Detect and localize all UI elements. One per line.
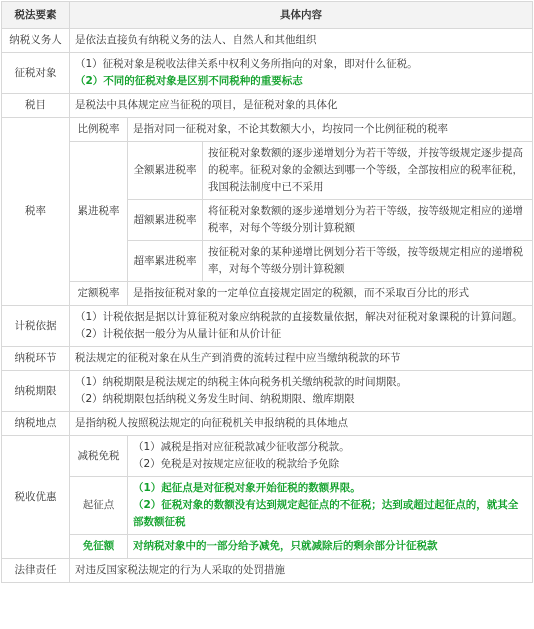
row-item (2, 94, 533, 118)
label-threshold: 起征点 (70, 477, 128, 535)
threshold-line-2: （2）征税对象的数额没有达到规定起征点的不征税；达到或超过起征点的，就其全部数额征税 (133, 499, 519, 528)
header-row (2, 2, 533, 29)
label-incentive: 税收优惠 (2, 436, 70, 559)
label-excess-rate: 超率累进税率 (128, 241, 203, 282)
row-stage (2, 347, 533, 371)
text-item: 是税法中具体规定应当征税的项目，是征税对象的具体化 (70, 94, 533, 118)
label-stage: 纳税环节 (2, 347, 70, 371)
basis-line-2: （2）计税依据一般分为从量计征和从价计征 (75, 328, 282, 340)
label-reduction: 减税免税 (70, 436, 128, 477)
row-rate-full (2, 142, 533, 200)
text-liability: 对违反国家税法规定的行为人采取的处罚措施 (70, 559, 533, 583)
label-period: 纳税期限 (2, 371, 70, 412)
text-stage: 税法规定的征税对象在从生产到消费的流转过程中应当缴纳税款的环节 (70, 347, 533, 371)
row-place (2, 412, 533, 436)
row-rate-proportional (2, 118, 533, 142)
object-line-2: （2）不同的征税对象是区别不同税种的重要标志 (75, 75, 303, 87)
label-rate: 税率 (2, 118, 70, 306)
row-period (2, 371, 533, 412)
text-taxpayer: 是依法直接负有纳税义务的法人、自然人和其他组织 (70, 29, 533, 53)
content-basis (70, 306, 533, 347)
text-fixed: 是指按征税对象的一定单位直接规定固定的税额，而不采取百分比的形式 (128, 282, 533, 306)
text-proportional: 是指对同一征税对象，不论其数额大小，均按同一个比例征税的税率 (128, 118, 533, 142)
header-col-elements: 税法要素 (2, 2, 70, 29)
content-period (70, 371, 533, 412)
row-incentive-reduction (2, 436, 533, 477)
text-exemption: 对纳税对象中的一部分给予减免，只就减除后的剩余部分计征税款 (128, 535, 533, 559)
period-line-1: （1）纳税期限是税法规定的纳税主体向税务机关缴纳税款的时间期限。 (75, 376, 408, 388)
content-reduction (128, 436, 533, 477)
text-place: 是指纳税人按照税法规定的向征税机关申报纳税的具体地点 (70, 412, 533, 436)
row-basis (2, 306, 533, 347)
content-threshold (128, 477, 533, 535)
label-liability: 法律责任 (2, 559, 70, 583)
text-excess-rate: 按征税对象的某种递增比例划分若干等级，按等级规定相应的递增税率，对每个等级分别计算税额 (203, 241, 533, 282)
content-object (70, 53, 533, 94)
label-full-progressive: 全额累进税率 (128, 142, 203, 200)
object-line-1: （1）征税对象是税收法律关系中权利义务所指向的对象，即对什么征税。 (75, 58, 418, 70)
text-full-progressive: 按征税对象数额的逐步递增划分为若干等级，并按等级规定逐步提高的税率。征税对象的金额达到哪一个等级，全部按相应的税率征税，我国税法制度中已不采用 (203, 142, 533, 200)
reduction-line-1: （1）减税是指对应征税款减少征收部分税款。 (133, 441, 350, 453)
row-incentive-threshold (2, 477, 533, 535)
label-place: 纳税地点 (2, 412, 70, 436)
label-excess-amount: 超额累进税率 (128, 200, 203, 241)
threshold-line-1: （1）起征点是对征税对象开始征税的数额界限。 (133, 482, 361, 494)
text-excess-amount: 将征税对象数额的逐步递增划分为若干等级，按等级规定相应的递增税率，对每个等级分别计算税额 (203, 200, 533, 241)
row-incentive-exemption (2, 535, 533, 559)
label-progressive: 累进税率 (70, 142, 128, 282)
label-exemption: 免征额 (70, 535, 128, 559)
label-taxpayer: 纳税义务人 (2, 29, 70, 53)
label-proportional: 比例税率 (70, 118, 128, 142)
row-object (2, 53, 533, 94)
label-basis: 计税依据 (2, 306, 70, 347)
label-object: 征税对象 (2, 53, 70, 94)
label-item: 税目 (2, 94, 70, 118)
period-line-2: （2）纳税期限包括纳税义务发生时间、纳税期限、缴库期限 (75, 393, 355, 405)
row-rate-fixed (2, 282, 533, 306)
reduction-line-2: （2）免税是对按规定应征收的税款给予免除 (133, 458, 340, 470)
label-fixed: 定额税率 (70, 282, 128, 306)
basis-line-1: （1）计税依据是据以计算征税对象应纳税款的直接数量依据，解决对征税对象课税的计算问题。 (75, 311, 523, 323)
header-col-content: 具体内容 (70, 2, 533, 29)
tax-elements-table (1, 1, 533, 583)
row-liability (2, 559, 533, 583)
row-taxpayer (2, 29, 533, 53)
